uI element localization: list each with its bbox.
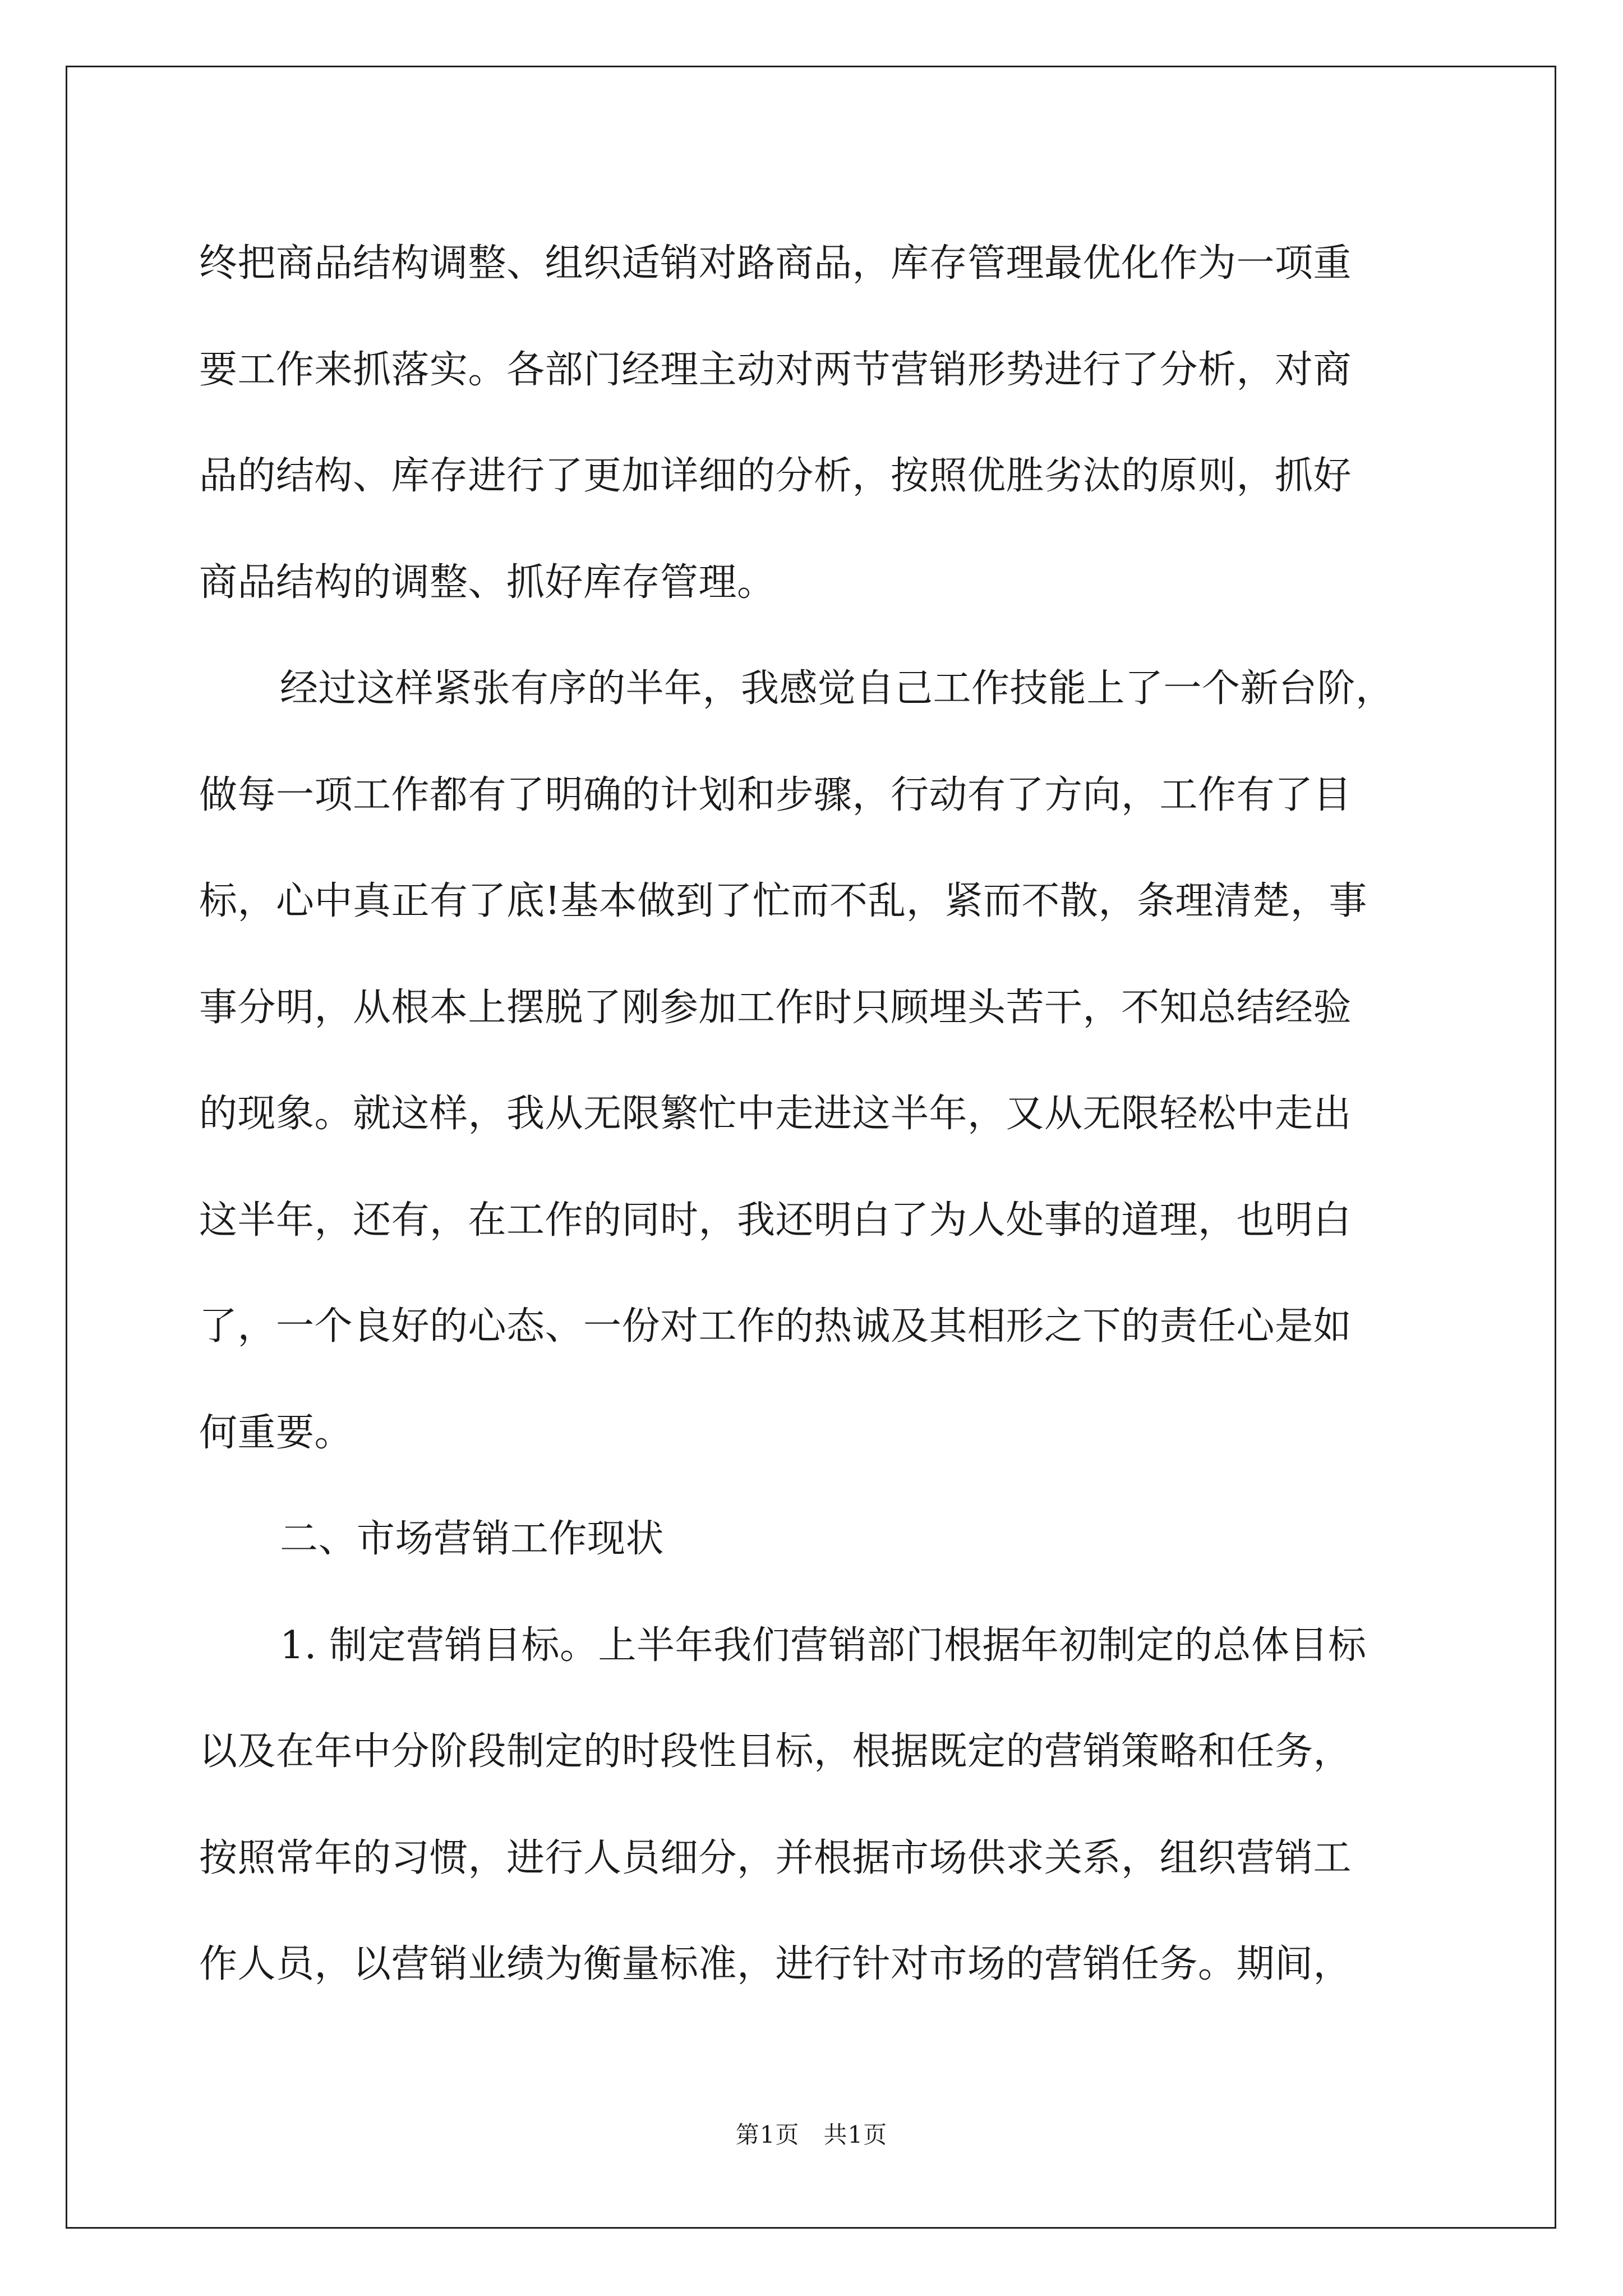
text-line: 这半年，还有，在工作的同时，我还明白了为人处事的道理，也明白 — [199, 1198, 1352, 1243]
text-line: 了，一个良好的心态、一份对工作的热诚及其相形之下的责任心是如 — [199, 1304, 1352, 1349]
text-line: 商品结构的调整、抓好库存管理。 — [199, 560, 776, 605]
text-line: 终把商品结构调整、组织适销对路商品，库存管理最优化作为一项重 — [199, 241, 1352, 286]
text-line: 标，心中真正有了底!基本做到了忙而不乱，紧而不散，条理清楚，事 — [199, 879, 1367, 923]
paragraph-start-line: 经过这样紧张有序的半年，我感觉自己工作技能上了一个新台阶， — [280, 666, 1394, 711]
section-heading: 二、市场营销工作现状 — [280, 1517, 665, 1561]
text-line: 何重要。 — [199, 1410, 353, 1455]
document-body — [199, 210, 1436, 2018]
text-line: 的现象。就这样，我从无限繁忙中走进这半年，又从无限轻松中走出 — [199, 1092, 1352, 1136]
text-line: 按照常年的习惯，进行人员细分，并根据市场供求关系，组织营销工 — [199, 1835, 1352, 1880]
text-line: 以及在年中分阶段制定的时段性目标，根据既定的营销策略和任务， — [199, 1729, 1352, 1774]
text-line: 事分明，从根本上摆脱了刚参加工作时只顾埋头苦干，不知总结经验 — [199, 985, 1352, 1030]
text-line: 做每一项工作都有了明确的计划和步骤，行动有了方向，工作有了目 — [199, 772, 1352, 817]
text-line: 要工作来抓落实。各部门经理主动对两节营销形势进行了分析，对商 — [199, 347, 1352, 392]
page-footer: 第1页 共1页 — [735, 2121, 888, 2148]
paragraph-start-line: 1. 制定营销目标。上半年我们营销部门根据年初制定的总体目标 — [280, 1623, 1367, 1668]
text-line: 作人员，以营销业绩为衡量标准，进行针对市场的营销任务。期间， — [199, 1942, 1352, 1986]
text-line: 品的结构、库存进行了更加详细的分析，按照优胜劣汰的原则，抓好 — [199, 454, 1352, 498]
